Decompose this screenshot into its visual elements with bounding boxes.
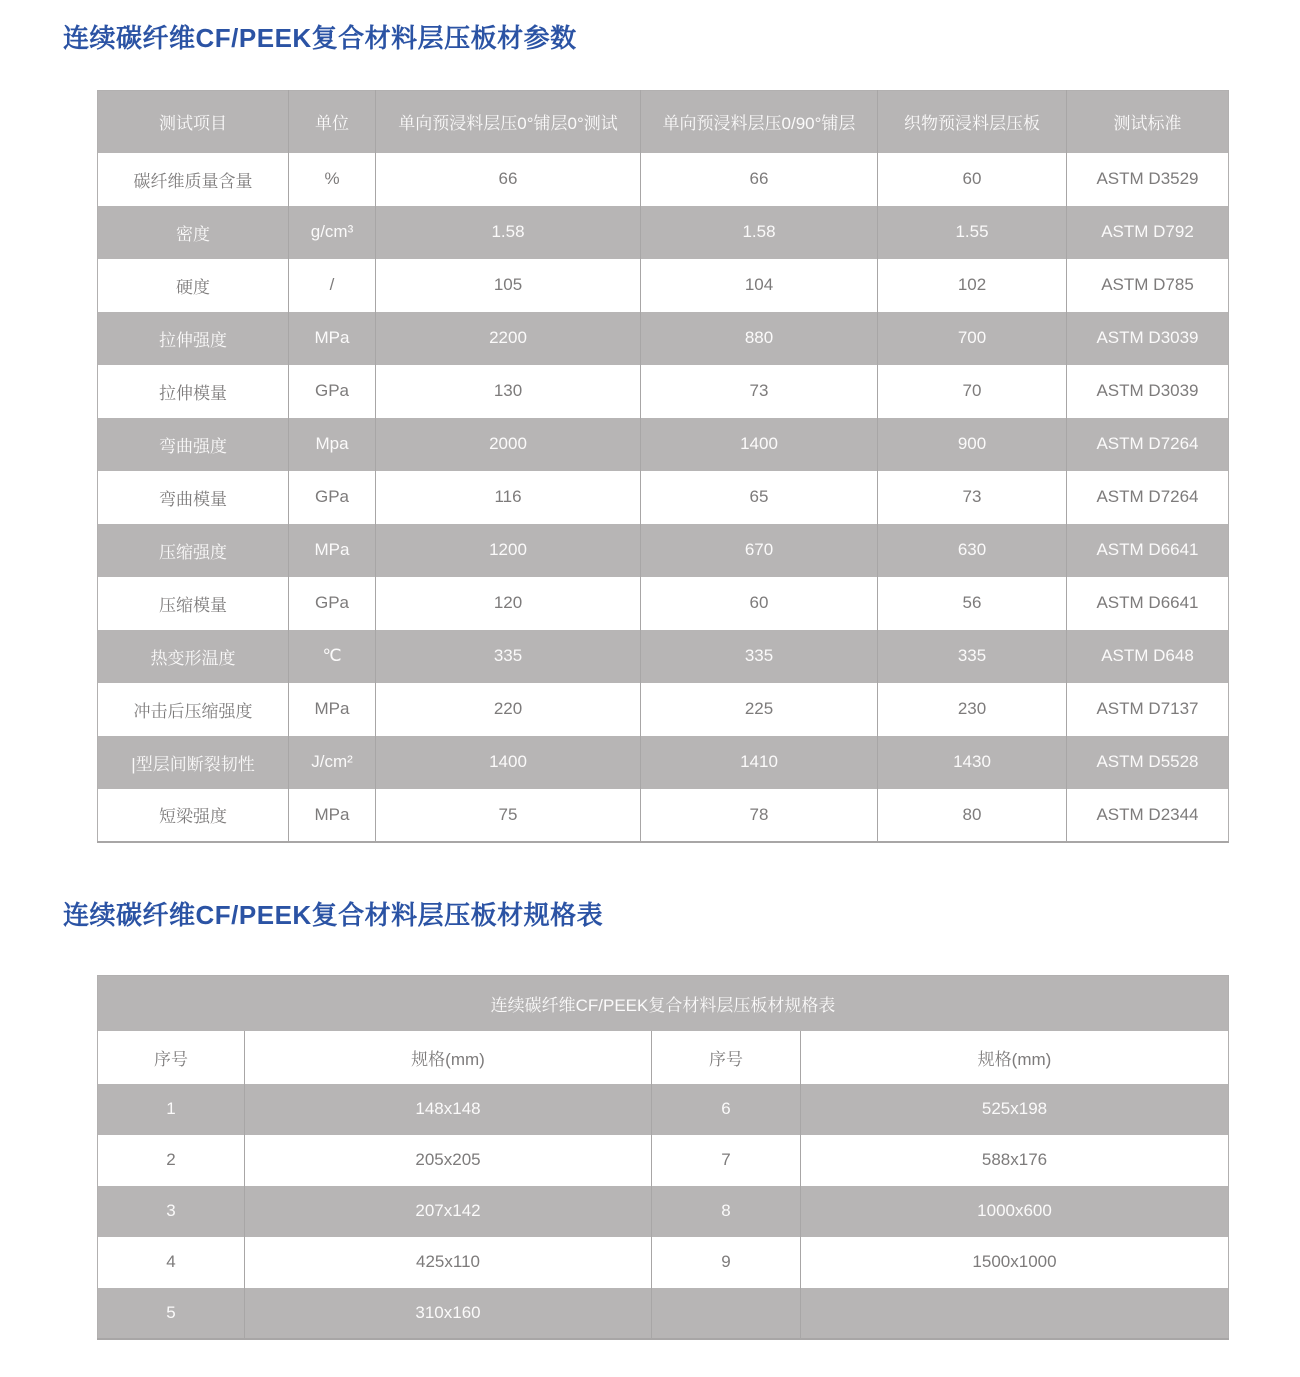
page-title-parameters: 连续碳纤维CF/PEEK复合材料层压板材参数 [63,23,577,53]
table-cell: 70 [878,365,1067,418]
table-cell: 1500x1000 [801,1237,1229,1288]
table-cell: 73 [878,471,1067,524]
table-cell: 冲击后压缩强度 [133,701,253,721]
table-cell: MPa [289,789,376,842]
parameters-table-header-row [98,91,1229,153]
column-header: 测试标准 [1067,91,1229,153]
table-cell: / [289,259,376,312]
table-cell: 335 [641,630,878,683]
table-cell: 230 [878,683,1067,736]
table-cell: 8 [652,1186,801,1237]
table-cell: ASTM D792 [1067,206,1229,259]
column-header: 单位 [289,91,376,153]
table-cell: 525x198 [801,1084,1229,1135]
table-cell: 弯曲模量 [159,489,227,509]
specs-table [97,975,1229,1340]
table-row [98,471,1229,524]
table-cell: 310x160 [245,1288,652,1339]
table-cell: 1000x600 [801,1186,1229,1237]
table-cell: 热变形温度 [98,630,289,683]
table-cell: 密度 [98,206,289,259]
parameters-table [97,90,1229,843]
table-cell: ℃ [289,630,376,683]
table-cell: GPa [289,577,376,630]
table-cell: 73 [641,365,878,418]
table-row [98,153,1229,206]
table-cell: 220 [376,683,641,736]
table-cell: ASTM D2344 [1067,789,1229,842]
table-cell: ASTM D5528 [1067,736,1229,789]
column-header: 测试项目 [98,91,289,153]
table-cell: 207x142 [245,1186,652,1237]
table-cell: 130 [376,365,641,418]
table-cell: 1400 [376,736,641,789]
table-cell: ASTM D7264 [1067,418,1229,471]
table-row [98,259,1229,312]
table-cell: GPa [289,471,376,524]
table-cell: 75 [376,789,641,842]
table-cell: 3 [98,1186,245,1237]
column-header: 序号 [154,1049,188,1069]
parameters-table-body [98,153,1229,842]
table-row [98,1237,1229,1288]
table-row [98,1135,1229,1186]
table-cell: 7 [652,1135,801,1186]
table-cell: 120 [376,577,641,630]
table-cell: |型层间断裂韧性 [98,736,289,789]
table-cell: MPa [289,312,376,365]
table-cell: ASTM D648 [1067,630,1229,683]
table-cell: 335 [376,630,641,683]
page-title-specs: 连续碳纤维CF/PEEK复合材料层压板材规格表 [63,900,604,930]
table-cell: 2200 [376,312,641,365]
table-row [98,206,1229,259]
table-cell: 630 [878,524,1067,577]
table-cell: 1.58 [641,206,878,259]
table-cell: 65 [641,471,878,524]
table-cell: J/cm² [289,736,376,789]
table-cell [652,1288,801,1339]
column-header: 序号 [652,1031,801,1084]
column-header: 规格(mm) [245,1031,652,1084]
table-cell: 5 [98,1288,245,1339]
table-cell: 2 [166,1150,176,1169]
table-cell: 6 [652,1084,801,1135]
table-row [98,524,1229,577]
table-cell: % [289,153,376,206]
table-cell: ASTM D3529 [1067,153,1229,206]
table-cell: 66 [641,153,878,206]
table-cell: 225 [641,683,878,736]
table-cell: 1430 [878,736,1067,789]
table-cell: 60 [878,153,1067,206]
table-cell: 588x176 [801,1135,1229,1186]
table-cell: MPa [289,683,376,736]
specs-table-title-row [98,976,1229,1031]
table-cell: 短梁强度 [159,807,227,826]
table-cell: 碳纤维质量含量 [133,171,253,191]
specs-table-body [98,1084,1229,1339]
table-cell: 102 [878,259,1067,312]
table-row [98,312,1229,365]
table-cell: ASTM D3039 [1067,365,1229,418]
table-cell: 670 [641,524,878,577]
table-cell: 335 [878,630,1067,683]
table-row [98,365,1229,418]
table-cell: 9 [652,1237,801,1288]
table-cell: 105 [376,259,641,312]
table-cell: ASTM D7137 [1067,683,1229,736]
column-header: 规格(mm) [801,1031,1229,1084]
table-cell: 78 [641,789,878,842]
table-row [98,577,1229,630]
specs-table-header-row [98,1031,1229,1084]
table-cell: 1200 [376,524,641,577]
table-cell: 56 [878,577,1067,630]
table-cell: 104 [641,259,878,312]
table-cell: 700 [878,312,1067,365]
table-row [98,736,1229,789]
table-cell: 拉伸强度 [98,312,289,365]
table-cell: 1 [98,1084,245,1135]
table-row [98,630,1229,683]
table-cell: 60 [641,577,878,630]
table-row [98,1084,1229,1135]
table-cell: ASTM D785 [1067,259,1229,312]
table-row [98,418,1229,471]
table-cell: MPa [289,524,376,577]
table-cell: ASTM D7264 [1067,471,1229,524]
table-cell: ASTM D6641 [1067,524,1229,577]
table-row [98,789,1229,842]
table-cell: 压缩强度 [98,524,289,577]
table-cell: 1.55 [878,206,1067,259]
table-cell: 硬度 [176,277,210,297]
table-cell: Mpa [289,418,376,471]
table-cell: 205x205 [245,1135,652,1186]
table-cell: 2000 [376,418,641,471]
table-cell: 880 [641,312,878,365]
table-cell: 1.58 [376,206,641,259]
table-cell: 4 [166,1252,176,1271]
table-cell: 1410 [641,736,878,789]
table-row [98,1186,1229,1237]
table-cell: g/cm³ [289,206,376,259]
table-cell: ASTM D6641 [1067,577,1229,630]
table-cell: 1400 [641,418,878,471]
table-cell: 66 [376,153,641,206]
column-header: 织物预浸料层压板 [878,91,1067,153]
table-cell: 80 [878,789,1067,842]
table-cell: 116 [376,471,641,524]
table-row [98,1288,1229,1339]
table-cell: 148x148 [245,1084,652,1135]
specs-table-title-header: 连续碳纤维CF/PEEK复合材料层压板材规格表 [98,976,1229,1031]
table-cell [801,1288,1229,1339]
column-header: 单向预浸料层压0°铺层0°测试 [376,91,641,153]
table-cell: ASTM D3039 [1067,312,1229,365]
table-row [98,683,1229,736]
table-cell: GPa [289,365,376,418]
table-cell: 900 [878,418,1067,471]
table-cell: 弯曲强度 [98,418,289,471]
column-header: 单向预浸料层压0/90°铺层 [641,91,878,153]
table-cell: 425x110 [245,1237,652,1288]
table-cell: 拉伸模量 [159,383,227,403]
table-cell: 压缩模量 [159,595,227,615]
